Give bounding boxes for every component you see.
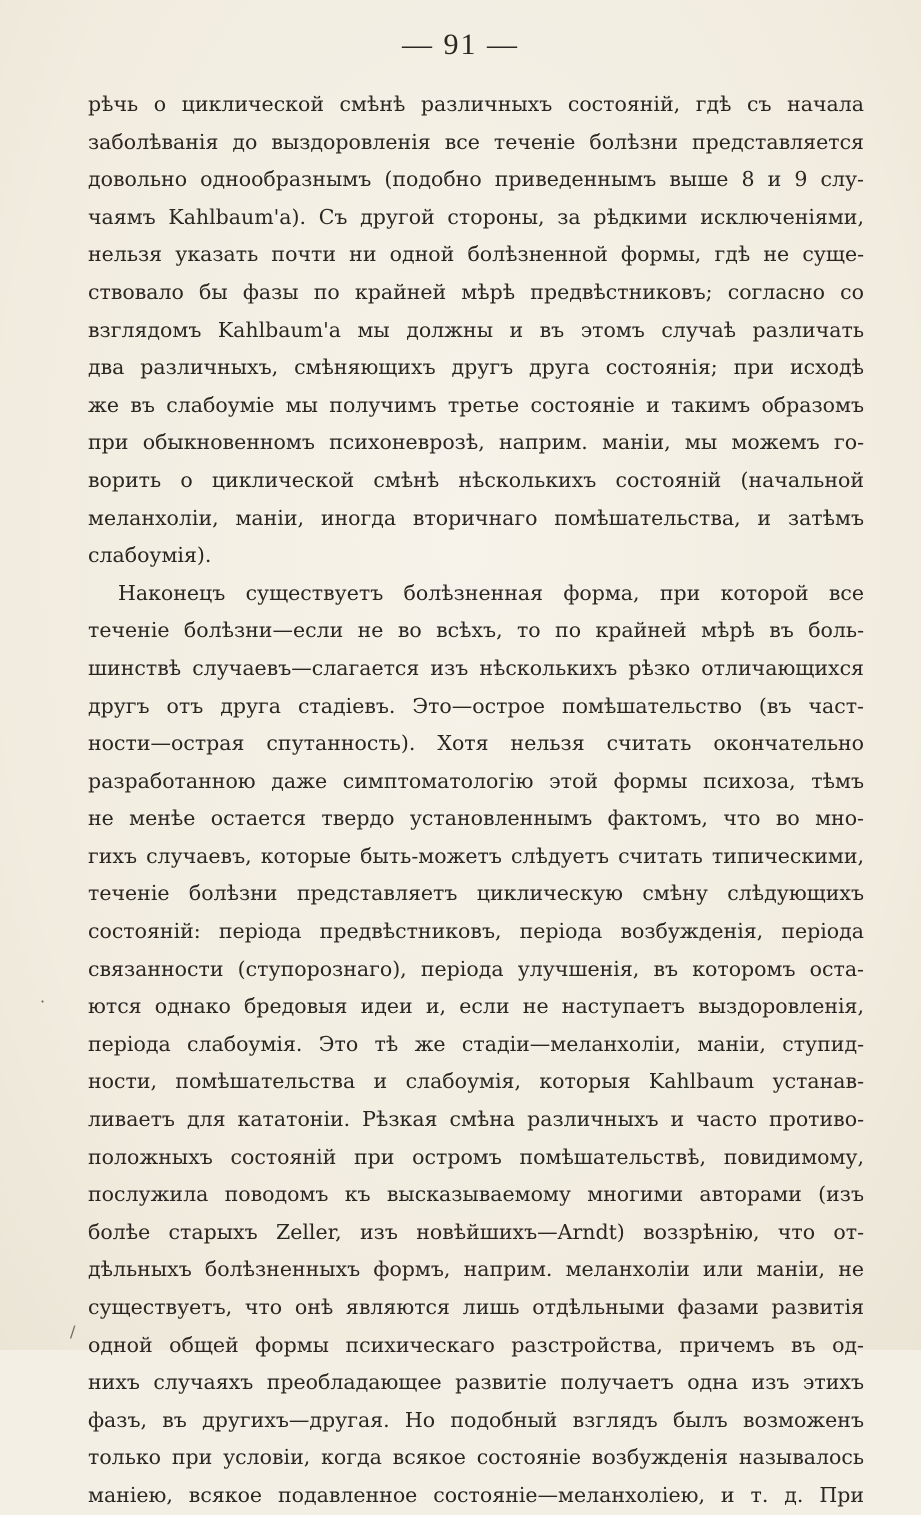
text-line: два различныхъ, смѣняющихъ другъ друга состоянія; при исходѣ (88, 355, 864, 380)
text-line: ворить о циклической смѣнѣ нѣсколькихъ состояній (начальной (88, 467, 864, 492)
text-line: маніею, всякое подавленное состояніе—меланхоліею, и т. д. При (88, 1482, 864, 1507)
body-text (88, 86, 864, 1515)
text-line: фазъ, въ другихъ—другая. Но подобный взглядъ былъ возможенъ (88, 1407, 864, 1432)
text-line: послужила поводомъ къ высказываемому многими авторами (изъ (88, 1182, 864, 1207)
text-line: періода слабоумія. Это тѣ же стадіи—меланхоліи, маніи, ступид- (88, 1031, 864, 1056)
text-line: нихъ случаяхъ преобладающее развитіе получаетъ одна изъ этихъ (88, 1370, 864, 1395)
text-line: существуетъ, что онѣ являются лишь отдѣльными фазами развитія (88, 1295, 864, 1319)
text-line: гихъ случаевъ, которые быть-можетъ слѣдуетъ считать типическими, (88, 843, 864, 868)
text-line: связанности (ступорознаго), періода улучшенія, въ которомъ оста- (88, 956, 864, 981)
text-line: теченіе болѣзни представляетъ циклическую смѣну слѣдующихъ (88, 881, 864, 906)
text-line: шинствѣ случаевъ—слагается изъ нѣсколькихъ рѣзко отличающихся (88, 655, 864, 680)
text-line: состояній: періода предвѣстниковъ, періода возбужденія, періода (88, 919, 864, 944)
text-line: ются однако бредовыя идеи и, если не наступаетъ выздоровленія, (88, 994, 864, 1019)
text-line: меланхоліи, маніи, иногда вторичнаго помѣшательства, и затѣмъ (88, 505, 864, 530)
text-line: одной общей формы психическаго разстройства, причемъ въ од- (88, 1332, 864, 1357)
text-line: заболѣванія до выздоровленія все теченіе болѣзни представляется (88, 129, 864, 154)
text-line: разработанною даже симптоматологію этой формы психоза, тѣмъ (88, 768, 864, 793)
text-line: другъ отъ друга стадіевъ. Это—острое помѣшательство (въ част- (88, 693, 864, 718)
text-line: положныхъ состояній при остромъ помѣшательствѣ, повидимому, (88, 1144, 864, 1169)
text-line: теченіе болѣзни—если не во всѣхъ, то по крайней мѣрѣ въ боль- (88, 618, 864, 643)
text-line: дѣльныхъ болѣзненныхъ формъ, наприм. меланхоліи или маніи, не (88, 1257, 864, 1282)
text-line: чаямъ Kahlbaum'а). Съ другой стороны, за рѣдкими исключеніями, (88, 204, 864, 229)
text-line: слабоумія). (88, 543, 212, 568)
paragraph-2 (88, 575, 864, 1515)
page-number: — 91 — (402, 28, 519, 61)
text-line: довольно однообразнымъ (подобно приведеннымъ выше 8 и 9 слу- (88, 167, 864, 192)
ink-mark: / (70, 1322, 76, 1341)
text-line: ности, помѣшательства и слабоумія, которыя Kahlbaum устанав- (88, 1069, 864, 1094)
text-line: нельзя указать почти ни одной болѣзненной формы, гдѣ не суще- (88, 242, 864, 267)
text-line: же въ слабоуміе мы получимъ третье состояніе и такимъ образомъ (88, 392, 864, 417)
text-line: только при условіи, когда всякое состояніе возбужденія называлось (88, 1445, 864, 1470)
text-line: ности—острая спутанность). Хотя нельзя считать окончательно (88, 731, 864, 756)
text-line: не менѣе остается твердо установленнымъ фактомъ, что во мно- (88, 806, 864, 831)
ink-speck: · (40, 992, 46, 1011)
paragraph-1 (88, 86, 864, 575)
text-line: взглядомъ Kahlbaum'а мы должны и въ этомъ случаѣ различать (88, 317, 864, 342)
text-line: ливаетъ для кататоніи. Рѣзкая смѣна различныхъ и часто противо- (88, 1107, 864, 1132)
text-line: при обыкновенномъ психоневрозѣ, наприм. маніи, мы можемъ го- (88, 430, 864, 455)
text-line: ствовало бы фазы по крайней мѣрѣ предвѣстниковъ; согласно со (88, 279, 864, 304)
text-line: рѣчь о циклической смѣнѣ различныхъ состояній, гдѣ съ начала (88, 92, 864, 116)
text-line: болѣе старыхъ Zeller, изъ новѣйшихъ—Arndt) воззрѣнію, что от- (88, 1219, 864, 1244)
text-line: Наконецъ существуетъ болѣзненная форма, при которой все (118, 580, 864, 605)
